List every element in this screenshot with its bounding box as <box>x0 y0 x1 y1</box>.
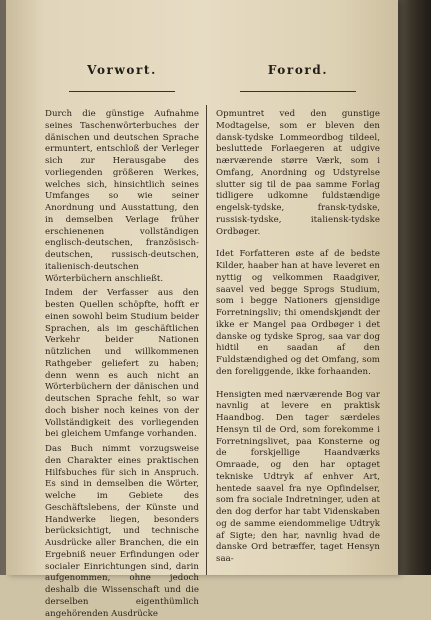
book-spine <box>398 0 431 575</box>
german-column <box>45 62 199 620</box>
column-divider <box>206 105 207 575</box>
danish-heading: Forord. <box>267 63 329 77</box>
danish-column <box>216 62 380 566</box>
danish-heading-rule <box>240 91 356 92</box>
german-paragraph-3: Das Buch nimmt vorzugsweise den Charakter eines praktischen Hilfsbuches für sich in Anspruch. Es sind in demselben die Wörter, welche im Gebiete des Geschäftslebens, der Künste und Handwerke liegen, besonders berücksichtigt, und technische Ausdrücke aller Branchen, die ein Ergebniß neuer Erfindungen oder socialer Einrichtungen sind, darin aufgenommen, ohne jedoch deshalb die Wissenschaft und die derselben eigenthümlich angehörenden Ausdrücke <box>45 444 199 619</box>
german-paragraph-2: Indem der Verfasser aus den besten Quellen schöpfte, hofft er einen sowohl beim Studium beider Sprachen, als im geschäftlichen Verkehr beider Nationen nützlichen und willkommenen Rathgeber geliefert zu haben; denn wenn es auch nicht an Wörterbüchern der dänischen und deutschen Sprache fehlt, so war doch bisher noch keines von der Vollständigkeit des vorliegenden bei gleichem Umfange vorhanden. <box>45 288 199 440</box>
german-paragraph-1: Durch die günstige Aufnahme seines Taschenwörterbuches der dänischen und deutschen Sprache ermuntert, entschloß der Verleger sich zur Herausgabe des vorliegenden größeren Werkes, welches sich, hinsichtlich seines Umfanges so wie seiner Anordnung und Ausstattung, den in demselben Verlage früher erschienenen vollständigen englisch-deutschen, französisch-deutschen, russisch-deutschen, italienisch-deutschen Wörterbüchern anschließt. <box>45 109 199 284</box>
german-heading: Vorwort. <box>87 63 157 77</box>
danish-paragraph-2: Idet Forfatteren øste af de bedste Kilder, haaber han at have leveret en nyttig og velkommen Raadgiver, saavel ved begge Sprogs Studium, som i begge Nationers gjensidige Forretningsliv; thi omendskjøndt der ikke er Mangel paa Ordbøger i det danske og tydske Sprog, saa var dog hidtil en saadan af den Fuldstændighed og det Omfang, som den foreliggende, ikke forhaanden. <box>216 249 380 377</box>
danish-paragraph-3: Hensigten med nærværende Bog var navnlig at levere en praktisk Haandbog. Den tager særdeles Hensyn til de Ord, som forekomme i Forretningslivet, paa Konsterne og de forskjellige Haandværks Omraade, og den har optaget tekniske Udtryk af enhver Art, hentede saavel fra nye Opfindelser, som fra sociale Indretninger, uden at den dog derfor har tabt Videnskaben og de samme eiendommelige Udtryk af Sigte; den har, navnlig hvad de danske Ord betræffer, taget Hensyn saa- <box>216 389 380 564</box>
danish-paragraph-1: Opmuntret ved den gunstige Modtagelse, som er bleven den dansk-tydske Lommeordbog tildeel, besluttede Forlaegeren at udgive nærværende større Værk, som i Omfang, Anordning og Udstyrelse slutter sig til de paa samme Forlag tidligere udkomne fuldstændige engelsk-tydske, fransk-tydske, russisk-tydske, italiensk-tydske Ordbøger. <box>216 109 380 237</box>
german-heading-rule <box>69 91 175 92</box>
